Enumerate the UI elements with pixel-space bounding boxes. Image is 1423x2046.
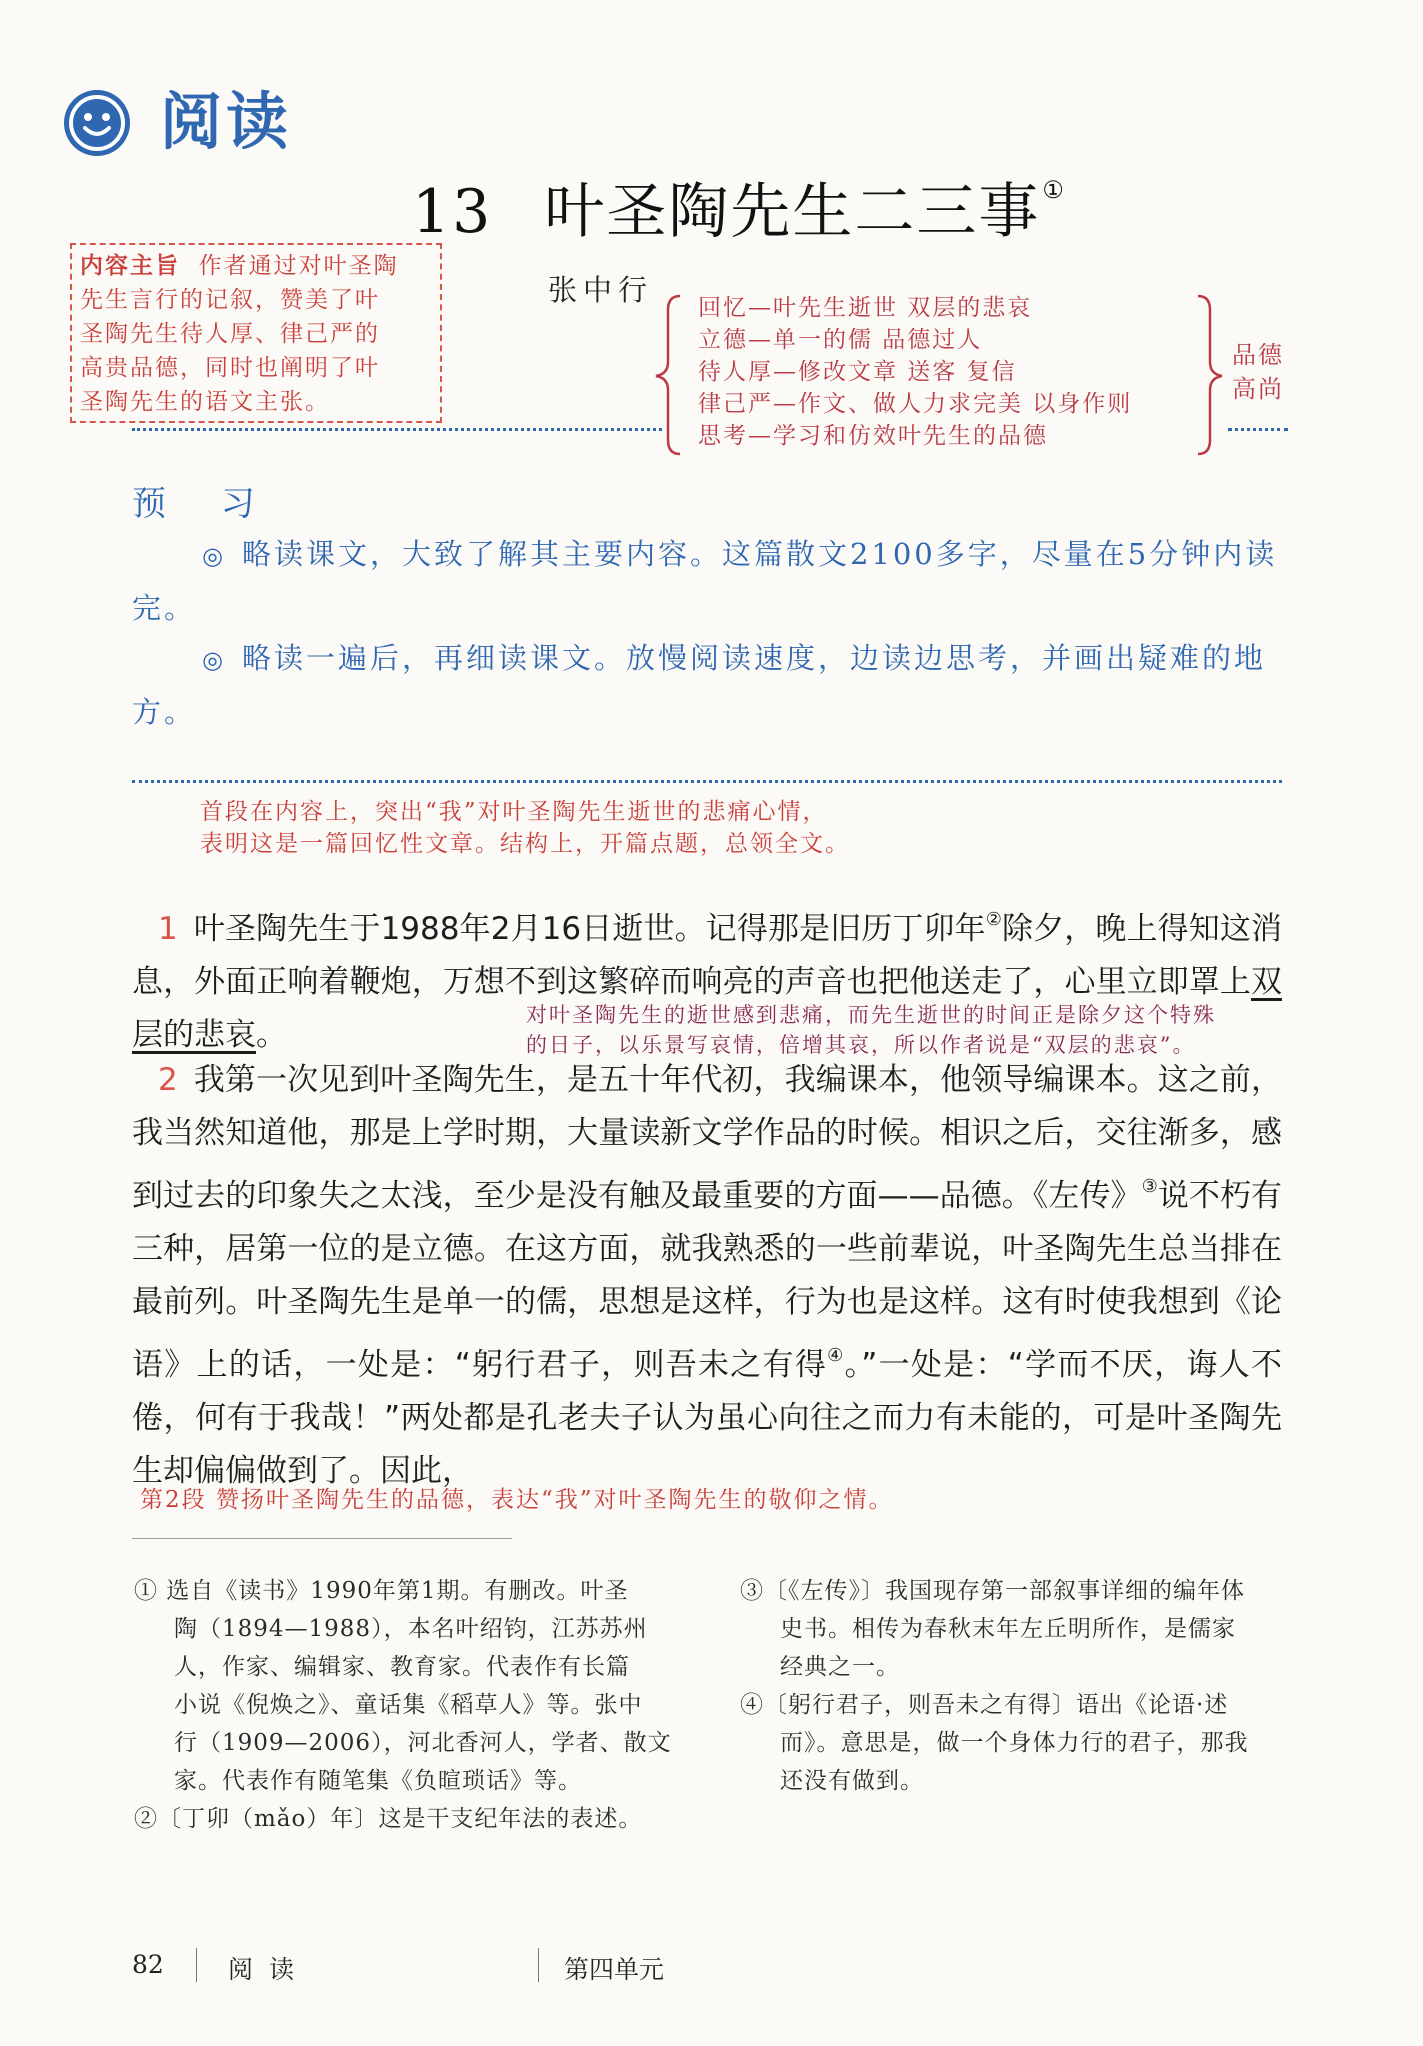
footnote-line: ① 选自《读书》1990年第1期。有删改。叶圣 bbox=[134, 1578, 629, 1604]
paragraph-number: 2 bbox=[158, 1062, 178, 1098]
theme-line: 作者通过对叶圣陶 bbox=[198, 253, 399, 279]
preview-heading: 预 习 bbox=[132, 484, 277, 524]
lesson-number: 13 bbox=[412, 177, 493, 247]
paragraph-text: 除夕，晚上得知这消息，外面正响着鞭炮，万想不到这繁碎而响亮的声音也把他送走了，心里立即罩上 bbox=[132, 911, 1283, 1000]
footnote-4: ④〔躬行君子，则吾未之有得〕语出《论语·述 bbox=[740, 1692, 1229, 1718]
paragraph-text: 。 bbox=[256, 1017, 287, 1053]
bullet-icon: ◎ bbox=[202, 542, 226, 570]
left-brace bbox=[650, 290, 690, 460]
outline-item: 律己严—作文、做人力求完美 以身作则 bbox=[698, 391, 1133, 417]
outline-summary-line: 品德 bbox=[1232, 341, 1284, 369]
preview-text: 略读一遍后，再细读课文。放慢阅读速度，边读边思考，并画出疑难的地方。 bbox=[132, 641, 1266, 729]
footer-section: 阅 读 bbox=[228, 1955, 298, 1984]
annotation-first-paragraph bbox=[200, 796, 850, 860]
footnote-mark: ② bbox=[985, 909, 1003, 930]
footnote-line: 小说《倪焕之》、童话集《稻草人》等。张中 bbox=[174, 1692, 643, 1718]
outline-item: 思考—学习和仿效叶先生的品德 bbox=[698, 423, 1048, 449]
preview-item bbox=[132, 632, 1282, 738]
footer-divider bbox=[196, 1948, 197, 1982]
outline-item: 待人厚—修改文章 送客 复信 bbox=[698, 359, 1017, 385]
theme-line: 高贵品德，同时也阐明了叶 bbox=[80, 355, 380, 381]
lesson-title bbox=[412, 150, 1066, 252]
dotted-divider bbox=[132, 780, 1282, 783]
dotted-divider bbox=[1228, 428, 1288, 431]
author-name: 张中行 bbox=[548, 273, 654, 307]
footnote-1 bbox=[134, 1572, 694, 1838]
annotation-paragraph-2: 第2段 赞扬叶圣陶先生的品德，表达“我”对叶圣陶先生的敬仰之情。 bbox=[140, 1487, 894, 1513]
footnote-mark: ③ bbox=[1141, 1176, 1158, 1197]
annotation-line: 表明这是一篇回忆性文章。结构上，开篇点题，总领全文。 bbox=[200, 831, 850, 857]
theme-line: 圣陶先生待人厚、律己严的 bbox=[80, 321, 380, 347]
footnote-2: ②〔丁卯（mǎo）年〕这是干支纪年法的表述。 bbox=[134, 1806, 643, 1832]
paragraph-number: 1 bbox=[158, 911, 178, 947]
dotted-divider bbox=[132, 428, 662, 431]
section-title: 阅读 bbox=[160, 85, 293, 158]
annotation-line: 首段在内容上，突出“我”对叶圣陶先生逝世的悲痛心情， bbox=[200, 799, 828, 825]
lesson-title-text: 叶圣陶先生二三事 bbox=[544, 177, 1041, 247]
footnote-line: 史书。相传为春秋末年左丘明所作，是儒家 bbox=[780, 1616, 1236, 1642]
lesson-footnote-mark: ① bbox=[1042, 176, 1066, 204]
outline-item: 回忆—叶先生逝世 双层的悲哀 bbox=[698, 295, 1033, 321]
theme-line: 先生言行的记叙，赞美了叶 bbox=[80, 287, 380, 313]
paragraph-text: 。”一处是：“学而不厌，诲人不倦，何有于我哉！”两处都是孔老夫子认为虽心向往之而力有未能的，可是叶圣陶先生却偏偏做到了。因此， bbox=[132, 1347, 1282, 1489]
annotation-line: 的日子，以乐景写哀情，倍增其哀，所以作者说是“双层的悲哀”。 bbox=[526, 1033, 1196, 1057]
page-number: 82 bbox=[132, 1950, 164, 1979]
bullet-icon: ◎ bbox=[202, 646, 226, 674]
preview-item bbox=[132, 528, 1282, 634]
footnote-line: ③〔《左传》〕我国现存第一部叙事详细的编年体 bbox=[740, 1578, 1245, 1604]
footnote-line: 而》。意思是，做一个身体力行的君子，那我 bbox=[780, 1730, 1249, 1756]
footnote-line: 家。代表作有随笔集《负暄琐话》等。 bbox=[174, 1768, 582, 1794]
footnote-line: 人，作家、编辑家、教育家。代表作有长篇 bbox=[174, 1654, 630, 1680]
outline-summary bbox=[1232, 338, 1284, 406]
footnote-line: 陶（1894—1988），本名叶绍钧，江苏苏州 bbox=[174, 1616, 648, 1642]
paragraph-text: 说不朽有三种，居第一位的是立德。在这方面，就我熟悉的一些前辈说，叶圣陶先生总当排在最前列。叶圣陶先生是单一的儒，思想是这样，行为也是这样。这有时使我想到《论语》上的话，一处是：“躬行君子，则吾未之有得 bbox=[132, 1178, 1283, 1383]
outline-item: 立德—单一的儒 品德过人 bbox=[698, 327, 983, 353]
footnote-3 bbox=[740, 1572, 1300, 1800]
footnote-line: 行（1909—2006），河北香河人，学者、散文 bbox=[174, 1730, 672, 1756]
footer-unit: 第四单元 bbox=[564, 1955, 665, 1984]
annotation-double-sorrow bbox=[526, 1000, 1216, 1060]
footnote-rule bbox=[132, 1538, 512, 1539]
footnote-line: 经典之一。 bbox=[780, 1654, 900, 1680]
underlined-phrase: 双层的悲哀 bbox=[132, 964, 1282, 1053]
footnote-line: 还没有做到。 bbox=[780, 1768, 924, 1794]
footer-divider bbox=[538, 1948, 539, 1982]
theme-box bbox=[70, 243, 442, 423]
paragraph-2 bbox=[132, 1054, 1282, 1498]
paragraph-text: 我第一次见到叶圣陶先生，是五十年代初，我编课本，他领导编课本。这之前，我当然知道他，那是上学时期，大量读新文学作品的时候。相识之后，交往渐多，感到过去的印象失之太浅，至少是没有触及最重要的方面——品德。《左传》 bbox=[132, 1062, 1282, 1214]
theme-line: 圣陶先生的语文主张。 bbox=[80, 389, 330, 415]
preview-text: 略读课文，大致了解其主要内容。这篇散文2100多字，尽量在5分钟内读完。 bbox=[132, 537, 1278, 625]
footnote-mark: ④ bbox=[827, 1345, 845, 1366]
smiley-icon bbox=[64, 90, 130, 156]
theme-label: 内容主旨 bbox=[80, 253, 180, 279]
right-brace bbox=[1190, 290, 1230, 460]
paragraph-text: 叶圣陶先生于1988年2月16日逝世。记得那是旧历丁卯年 bbox=[193, 911, 986, 947]
outline-summary-line: 高尚 bbox=[1232, 375, 1284, 403]
annotation-line: 对叶圣陶先生的逝世感到悲痛，而先生逝世的时间正是除夕这个特殊 bbox=[526, 1003, 1216, 1027]
